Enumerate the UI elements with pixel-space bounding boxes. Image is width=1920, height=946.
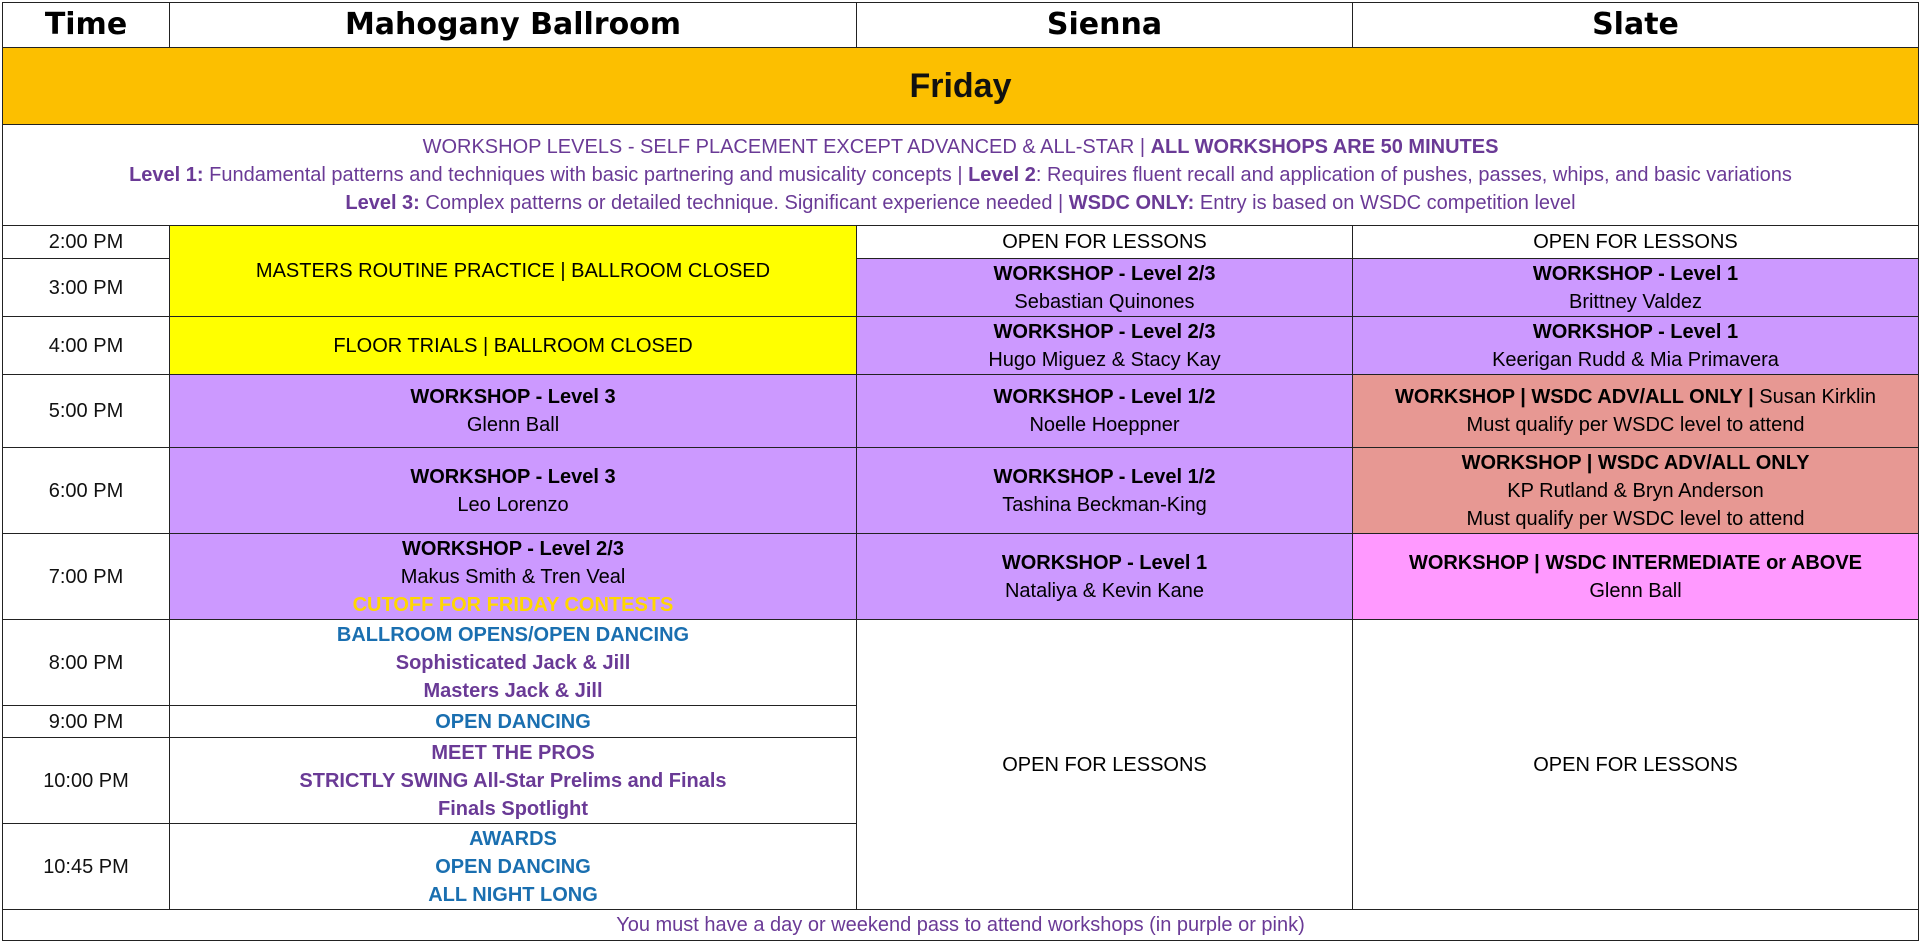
- time-slot: 5:00 PM: [3, 375, 170, 448]
- time-slot: 8:00 PM: [3, 620, 170, 706]
- workshop-title: WORKSHOP - Level 1/2: [993, 386, 1216, 408]
- sienna-workshop-3pm: [857, 259, 1353, 317]
- event-line: Sophisticated Jack & Jill: [395, 651, 631, 674]
- workshop-title: WORKSHOP - Level 3: [410, 465, 616, 488]
- time-slot: 6:00 PM: [3, 448, 170, 534]
- workshop-title: WORKSHOP - Level 1: [1532, 262, 1739, 285]
- workshop-title: WORKSHOP - Level 1: [1532, 320, 1739, 343]
- wsdc-only-text: Entry is based on WSDC competition level: [1194, 192, 1576, 214]
- workshop-title: WORKSHOP - Level 2/3: [993, 320, 1216, 343]
- event-line: STRICTLY SWING All-Star Prelims and Finals: [299, 769, 727, 792]
- level3-label: Level 3:: [345, 192, 420, 214]
- sienna-workshop-5pm: [857, 375, 1353, 448]
- mahogany-workshop-6pm: [170, 448, 857, 534]
- header-sienna: Sienna: [857, 3, 1353, 48]
- instructor-name: Tashina Beckman-King: [1002, 493, 1207, 516]
- header-time: Time: [3, 3, 170, 48]
- sienna-workshop-7pm: [857, 534, 1353, 620]
- level2-text: : Requires fluent recall and application of pushes, passes, whips, and basic variations: [1035, 164, 1792, 186]
- workshop-title: WORKSHOP | WSDC ADV/ALL ONLY |: [1395, 386, 1754, 408]
- contest-cutoff-notice: CUTOFF FOR FRIDAY CONTESTS: [352, 593, 674, 616]
- header-slate: Slate: [1353, 3, 1919, 48]
- level2-label: Level 2: [968, 164, 1036, 186]
- header-row: [3, 3, 1919, 48]
- workshop-title: WORKSHOP - Level 2/3: [993, 262, 1216, 285]
- time-slot: 10:00 PM: [3, 738, 170, 824]
- slate-workshop-7pm: [1353, 534, 1919, 620]
- mahogany-workshop-7pm: [170, 534, 857, 620]
- wsdc-only-label: WSDC ONLY:: [1068, 192, 1195, 214]
- time-slot: 3:00 PM: [3, 259, 170, 317]
- mahogany-workshop-5pm: [170, 375, 857, 448]
- instructor-name: Glenn Ball: [466, 414, 560, 436]
- slate-open-lessons-2pm: OPEN FOR LESSONS: [1353, 226, 1919, 259]
- event-line: ALL NIGHT LONG: [428, 883, 598, 906]
- header-mahogany-ballroom: Mahogany Ballroom: [170, 3, 857, 48]
- event-line: AWARDS: [469, 827, 557, 850]
- instructor-name: Keerigan Rudd & Mia Primavera: [1492, 348, 1779, 371]
- event-line: Masters Jack & Jill: [423, 679, 603, 702]
- workshop-title: WORKSHOP | WSDC ADV/ALL ONLY: [1461, 451, 1810, 474]
- time-slot: 4:00 PM: [3, 317, 170, 375]
- event-line: BALLROOM OPENS/OPEN DANCING: [336, 623, 690, 646]
- time-slot: 9:00 PM: [3, 706, 170, 738]
- slate-workshop-4pm: [1353, 317, 1919, 375]
- slate-workshop-3pm: [1353, 259, 1919, 317]
- instructor-name: Brittney Valdez: [1568, 290, 1703, 313]
- mahogany-masters-practice: MASTERS ROUTINE PRACTICE | BALLROOM CLOSED: [170, 226, 857, 317]
- instructor-name: Susan Kirklin: [1753, 386, 1876, 408]
- workshop-title: WORKSHOP - Level 1: [1001, 551, 1208, 574]
- mahogany-floor-trials: FLOOR TRIALS | BALLROOM CLOSED: [170, 317, 857, 375]
- mahogany-evening-1045pm: [170, 824, 857, 910]
- day-banner: Friday: [3, 48, 1919, 125]
- workshop-title: WORKSHOP - Level 3: [410, 386, 616, 408]
- event-line: Finals Spotlight: [438, 797, 588, 820]
- level1-label: Level 1:: [129, 164, 204, 186]
- mahogany-evening-9pm: [170, 706, 857, 738]
- instructor-name: Noelle Hoeppner: [1029, 414, 1180, 436]
- sienna-open-lessons-evening: OPEN FOR LESSONS: [857, 620, 1353, 910]
- levels-line1-text: WORKSHOP LEVELS - SELF PLACEMENT EXCEPT ADVANCED & ALL-STAR |: [422, 136, 1151, 158]
- time-slot: 2:00 PM: [3, 226, 170, 259]
- slate-open-lessons-evening: OPEN FOR LESSONS: [1353, 620, 1919, 910]
- instructor-name: KP Rutland & Bryn Anderson: [1507, 479, 1764, 502]
- slate-workshop-5pm: [1353, 375, 1919, 448]
- levels-line1-bold: ALL WORKSHOPS ARE 50 MINUTES: [1150, 136, 1499, 158]
- qualification-note: Must qualify per WSDC level to attend: [1466, 414, 1805, 436]
- pass-requirement-footer: You must have a day or weekend pass to attend workshops (in purple or pink): [3, 910, 1919, 941]
- workshop-levels-info: [3, 125, 1919, 226]
- instructor-name: Leo Lorenzo: [457, 493, 569, 516]
- level1-text: Fundamental patterns and techniques with basic partnering and musicality concepts |: [203, 164, 969, 186]
- sienna-workshop-4pm: [857, 317, 1353, 375]
- sienna-open-lessons-2pm: OPEN FOR LESSONS: [857, 226, 1353, 259]
- instructor-name: Makus Smith & Tren Veal: [400, 565, 626, 588]
- mahogany-evening-10pm: [170, 738, 857, 824]
- event-line: OPEN DANCING: [435, 855, 591, 878]
- workshop-title: WORKSHOP - Level 1/2: [993, 465, 1216, 488]
- event-line: MEET THE PROS: [431, 741, 595, 764]
- instructor-name: Hugo Miguez & Stacy Kay: [988, 348, 1221, 371]
- qualification-note: Must qualify per WSDC level to attend: [1466, 507, 1805, 530]
- event-line: OPEN DANCING: [435, 710, 591, 733]
- sienna-workshop-6pm: [857, 448, 1353, 534]
- time-slot: 7:00 PM: [3, 534, 170, 620]
- schedule-table: [2, 2, 1919, 941]
- instructor-name: Sebastian Quinones: [1014, 290, 1195, 313]
- mahogany-evening-8pm: [170, 620, 857, 706]
- slate-workshop-6pm: [1353, 448, 1919, 534]
- workshop-title: WORKSHOP - Level 2/3: [402, 537, 624, 560]
- instructor-name: Glenn Ball: [1589, 579, 1682, 602]
- time-slot: 10:45 PM: [3, 824, 170, 910]
- instructor-name: Nataliya & Kevin Kane: [1004, 579, 1204, 602]
- workshop-title: WORKSHOP | WSDC INTERMEDIATE or ABOVE: [1408, 551, 1863, 574]
- level3-text: Complex patterns or detailed technique. Significant experience needed |: [419, 192, 1069, 214]
